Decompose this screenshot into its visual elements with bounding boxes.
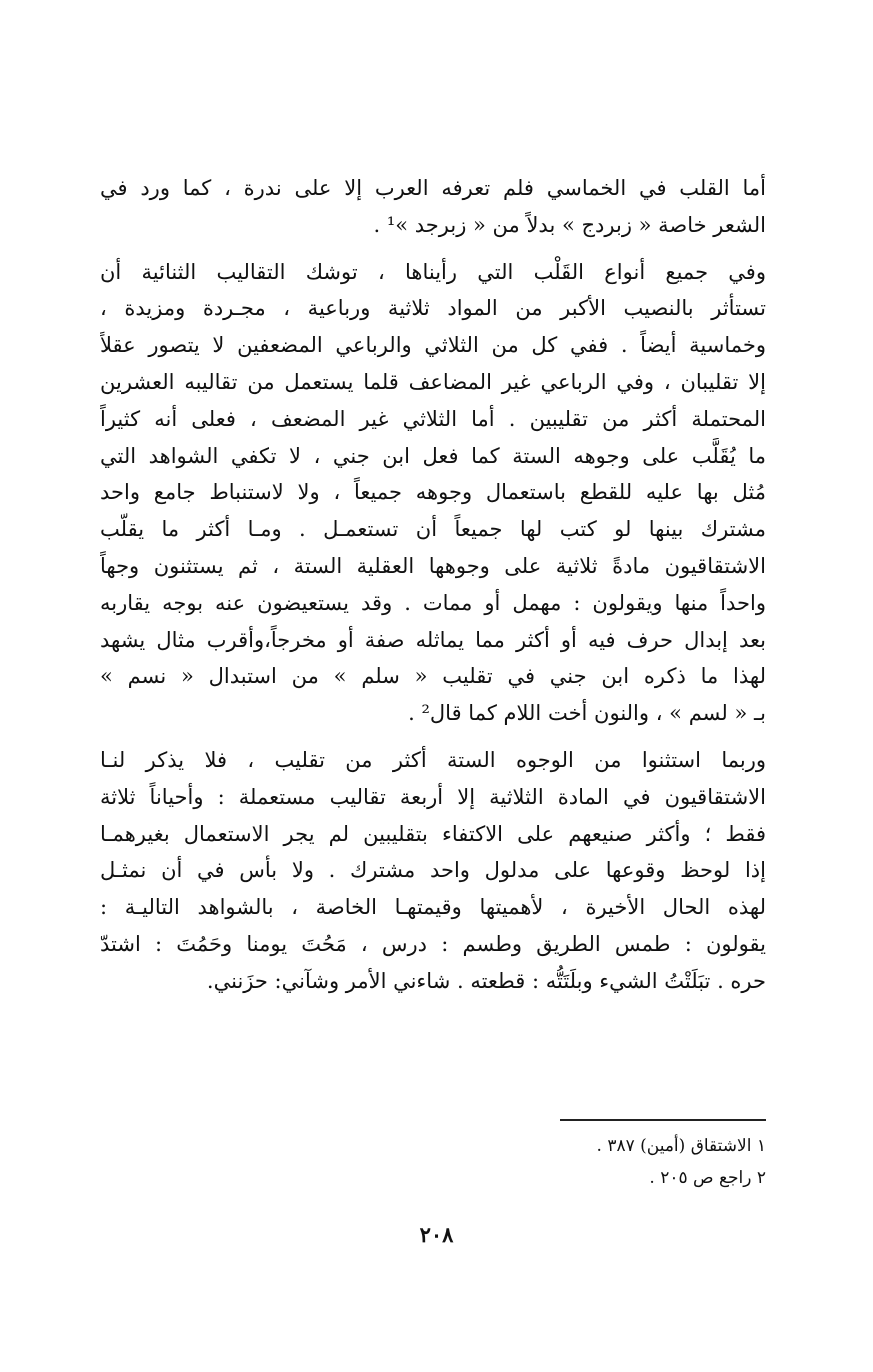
text-line: الاشتقاقيون في المادة الثلاثية إلا أربعة تقاليب مستعملة : وأحياناً ثلاثة: [100, 784, 766, 809]
paragraph-2: [100, 254, 766, 732]
main-text: [100, 170, 766, 1000]
footnote-2: ٢ راجع ص ٢٠٥ .: [649, 1168, 766, 1188]
text-line: بـ « لسم » ، والنون أخت اللام كما قال² .: [408, 701, 766, 726]
footnotes: [300, 1130, 766, 1194]
text-line: وخماسية أيضاً . ففي كل من الثلاثي والرباعي المضعفين لا يتصور عقلاً: [100, 333, 766, 358]
footnote-1: ١ الاشتقاق (أمين) ٣٨٧ .: [596, 1136, 766, 1156]
text-line: وربما استثنوا من الوجوه الستة أكثر من تقليب ، فلا يذكر لنـا: [100, 747, 766, 772]
text-line: واحداً منها ويقولون : مهمل أو ممات . وقد يستعيضون عنه بوجه يقاربه: [100, 590, 766, 615]
text-line: لهذا ما ذكره ابن جني في تقليب « سلم » من استبدال « نسم »: [100, 664, 766, 689]
text-line: لهذه الحال الأخيرة ، لأهميتها وقيمتهـا الخاصة ، بالشواهد التاليـة :: [100, 895, 766, 920]
text-line: فقط ؛ وأكثر صنيعهم على الاكتفاء بتقليبين لم يجر الاستعمال بغيرهمـا: [100, 821, 766, 846]
text-line: وفي جميع أنواع القَلْب التي رأيناها ، توشك التقاليب الثنائية أن: [100, 259, 766, 284]
page-number: ٢٠٨: [419, 1222, 454, 1247]
text-line: تستأثر بالنصيب الأكبر من المواد ثلاثية ورباعية ، مجـردة ومزيدة ،: [100, 296, 766, 321]
text-line: حره . تبَلَتْتُ الشيء وبلَتَتُّه : قطعته . شاءني الأمر وشآني: حزَنني.: [206, 968, 766, 993]
text-line: إلا تقليبان ، وفي الرباعي غير المضاعف قلما يستعمل من تقاليبه العشرين: [100, 369, 766, 394]
paragraph-1: [100, 170, 766, 244]
text-line: مُثل بها عليه للقطع باستعمال وجوهه جميعاً ، ولا لاستنباط جامع واحد: [100, 480, 766, 505]
text-line: بعد إبدال حرف فيه أو أكثر مما يماثله صفة أو مخرجاً،وأقرب مثال يشهد: [100, 627, 766, 652]
text-line: يقولون : طمس الطريق وطسم : درس ، مَحُتَ يومنا وحَمُتَ : اشتدّ: [100, 931, 766, 956]
paragraph-3: [100, 742, 766, 1000]
text-line: ما يُقَلَّب على وجوهه الستة كما فعل ابن جني ، لا تكفي الشواهد التي: [100, 443, 766, 468]
text-line: أما القلب في الخماسي فلم تعرفه العرب إلا على ندرة ، كما ورد في: [100, 176, 766, 200]
text-line: المحتملة أكثر من تقليبين . أما الثلاثي غير المضعف ، فعلى أنه كثيراً: [100, 406, 766, 431]
text-line: إذا لوحظ وقوعها على مدلول واحد مشترك . ولا بأس في أن نمثـل: [100, 858, 766, 883]
text-line: مشترك بينها لو كتب لها جميعاً أن تستعمـل . ومـا أكثر ما يقلّب: [100, 517, 766, 542]
text-line: الشعر خاصة « زبردج » بدلاً من « زبرجد »¹ .: [373, 212, 766, 237]
text-line: الاشتقاقيون مادةً ثلاثية على وجوهها العقلية الستة ، ثم يستثنون وجهاً: [100, 553, 766, 578]
footnote-divider: [560, 1119, 766, 1121]
